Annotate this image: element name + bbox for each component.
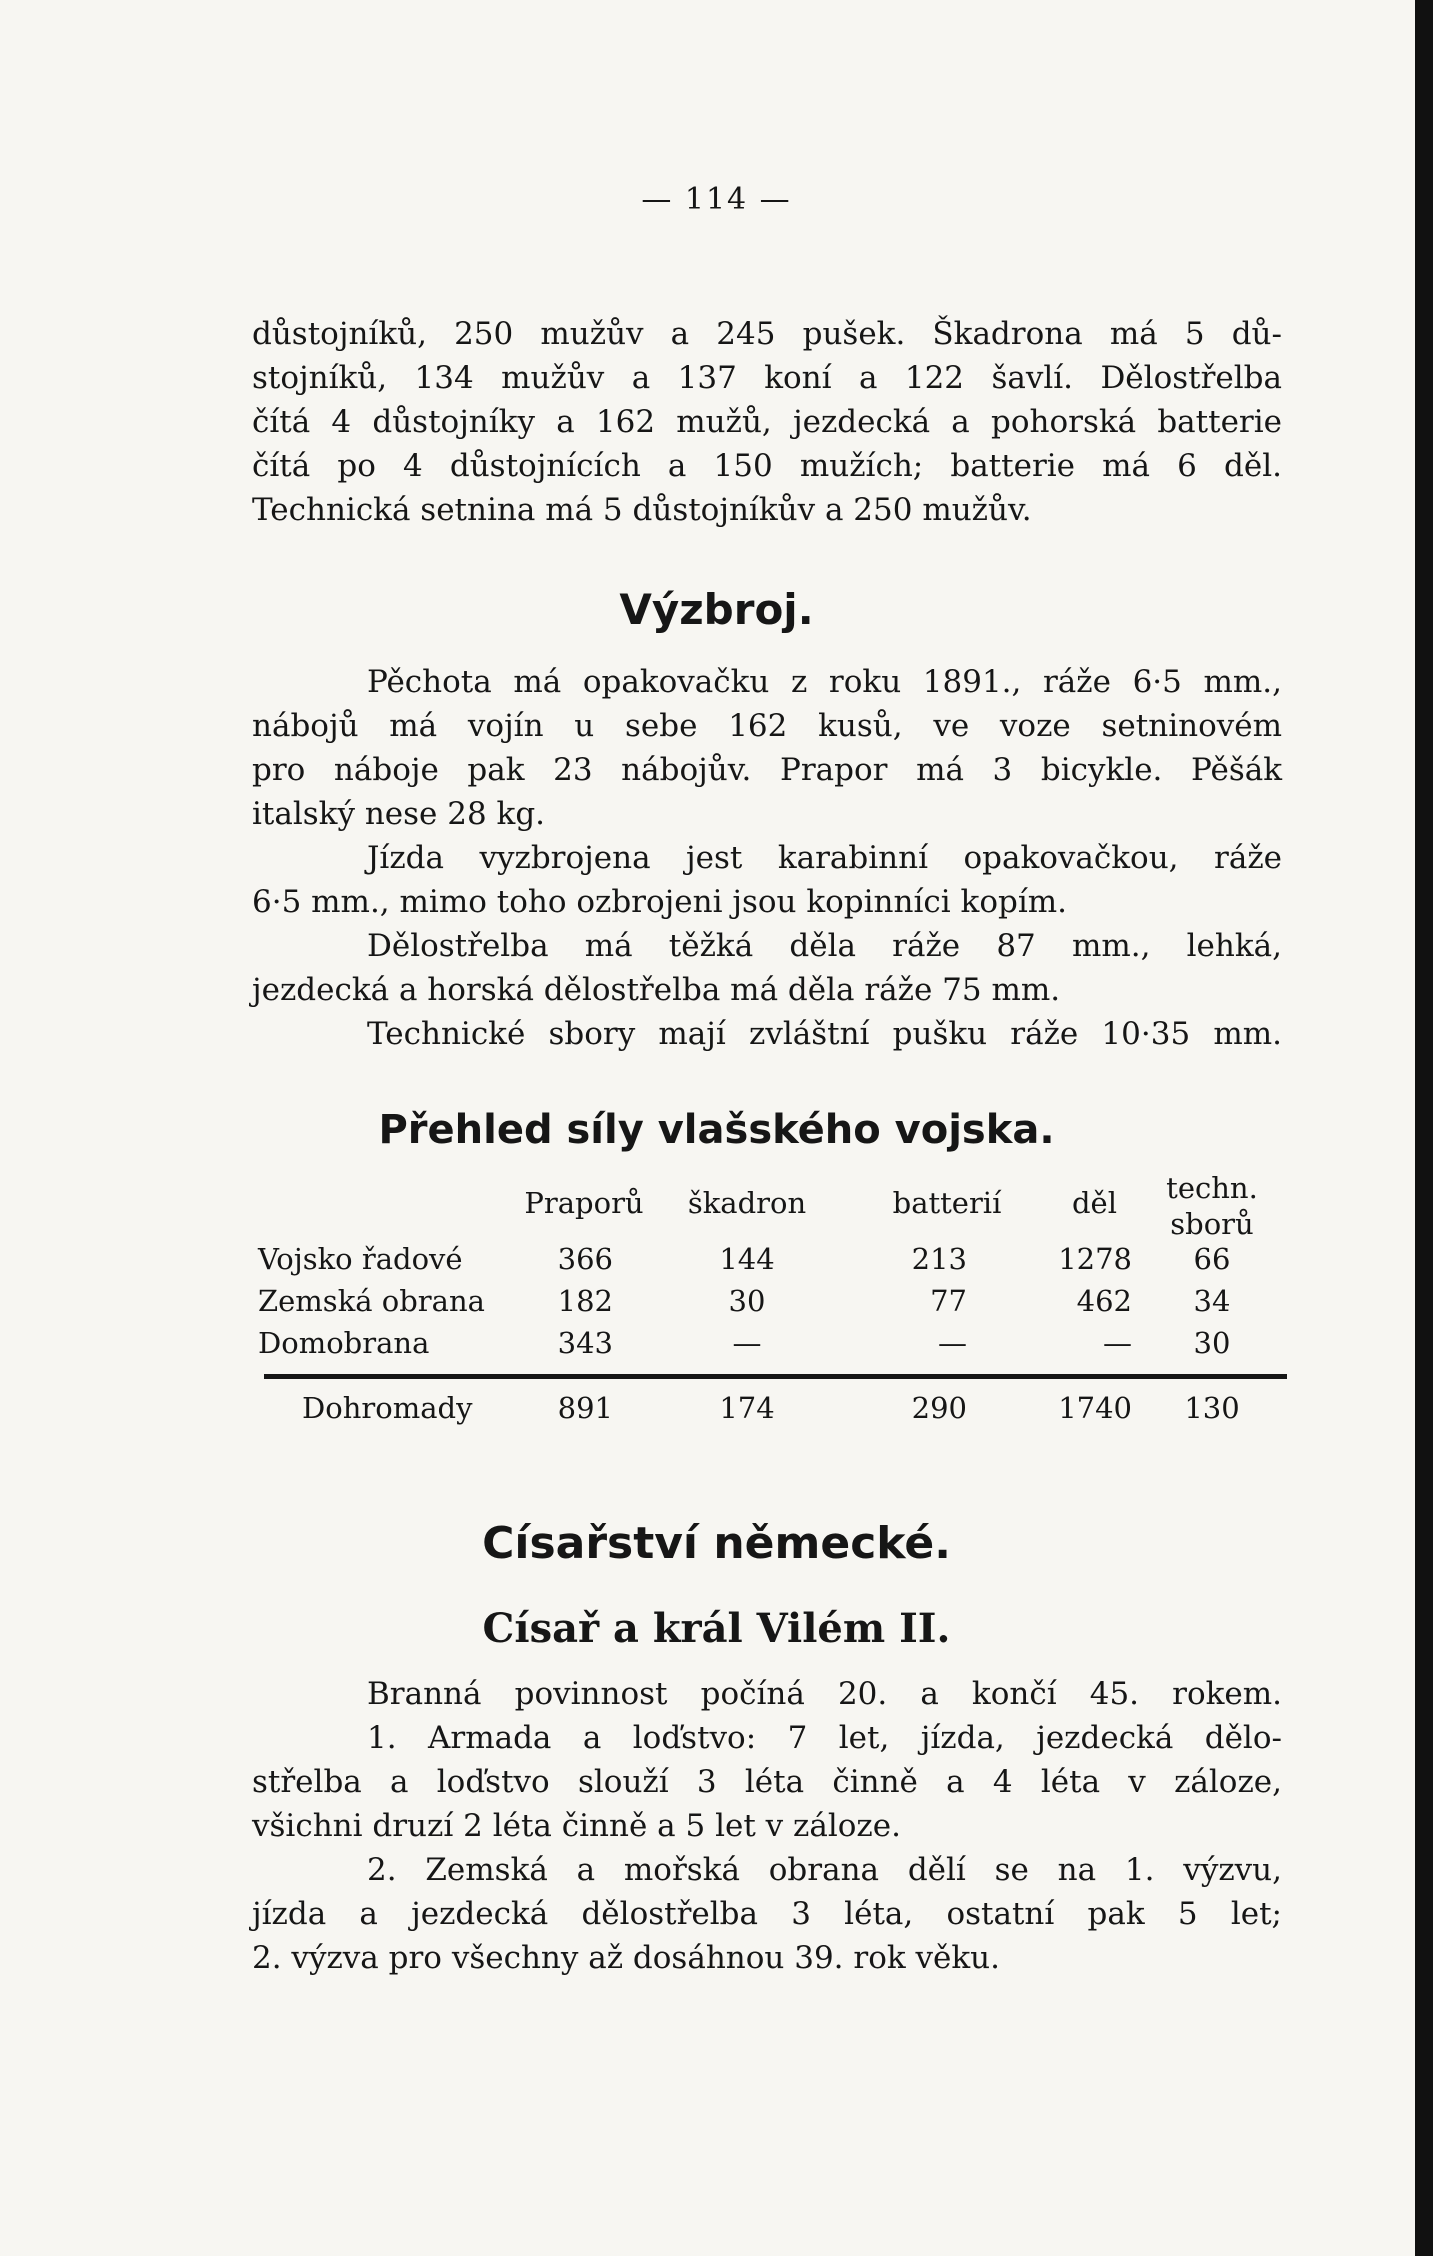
column-header bbox=[1152, 1170, 1272, 1242]
table-cell: — bbox=[938, 1326, 967, 1360]
text-line: střelba a loďstvo slouží 3 léta činně a 4 léta v záloze, bbox=[252, 1764, 1282, 1800]
text-line: čítá 4 důstojníky a 162 mužů, jezdecká a pohorská batterie bbox=[252, 404, 1282, 440]
table-cell: 213 bbox=[911, 1242, 967, 1276]
table-cell: 1740 bbox=[1058, 1391, 1132, 1425]
column-header: batterií bbox=[892, 1186, 1002, 1220]
cisarstvi-paragraph bbox=[252, 1672, 1282, 1980]
text-line: 6·5 mm., mimo toho ozbrojeni jsou kopinníci kopím. bbox=[252, 884, 1067, 920]
table-cell: 1278 bbox=[1058, 1242, 1132, 1276]
row-label: Dohromady bbox=[302, 1391, 473, 1425]
text-line: stojníků, 134 mužův a 137 koní a 122 šavlí. Dělostřelba bbox=[252, 360, 1282, 396]
column-header-line: techn. bbox=[1166, 1171, 1258, 1205]
table-cell: 34 bbox=[1193, 1284, 1231, 1318]
cisarstvi-subheading: Císař a král Vilém II. bbox=[482, 1605, 951, 1652]
text-line: 2. Zemská a mořská obrana dělí se na 1. výzvu, bbox=[367, 1852, 1282, 1888]
table-header bbox=[252, 1170, 1287, 1242]
forces-table bbox=[252, 1170, 1287, 1433]
table-row bbox=[252, 1326, 1287, 1368]
table-cell: — bbox=[732, 1326, 762, 1360]
table-cell: 130 bbox=[1184, 1391, 1240, 1425]
page-number: — 114 — bbox=[641, 182, 792, 217]
vyzbroj-heading: Výzbroj. bbox=[619, 585, 814, 634]
row-label: Zemská obrana bbox=[258, 1284, 485, 1318]
table-cell: 891 bbox=[557, 1391, 613, 1425]
row-label: Vojsko řadové bbox=[258, 1242, 463, 1276]
column-header: děl bbox=[1071, 1186, 1117, 1220]
table-cell: 144 bbox=[719, 1242, 775, 1276]
table-row bbox=[252, 1242, 1287, 1284]
text-line: nábojů má vojín u sebe 162 kusů, ve voze setninovém bbox=[252, 708, 1282, 744]
text-line: Technické sbory mají zvláštní pušku ráže 10·35 mm. bbox=[367, 1016, 1282, 1052]
column-header: škadron bbox=[687, 1186, 807, 1220]
text-line: čítá po 4 důstojnících a 150 mužích; batterie má 6 děl. bbox=[252, 448, 1282, 484]
table-cell: 77 bbox=[930, 1284, 967, 1318]
column-header: Praporů bbox=[524, 1186, 644, 1220]
table-cell: 290 bbox=[911, 1391, 967, 1425]
vyzbroj-paragraph bbox=[252, 660, 1282, 1056]
text-line: Technická setnina má 5 důstojníkův a 250 mužův. bbox=[252, 492, 1032, 528]
text-line: 2. výzva pro všechny až dosáhnou 39. rok věku. bbox=[252, 1940, 1000, 1976]
text-line: italský nese 28 kg. bbox=[252, 796, 546, 832]
table-cell: 343 bbox=[557, 1326, 613, 1360]
text-line: Dělostřelba má těžká děla ráže 87 mm., lehká, bbox=[367, 928, 1282, 964]
text-line: důstojníků, 250 mužův a 245 pušek. Škadrona má 5 dů- bbox=[252, 316, 1282, 352]
table-cell: 30 bbox=[728, 1284, 766, 1318]
table-cell: — bbox=[1103, 1326, 1132, 1360]
table-cell: 30 bbox=[1193, 1326, 1231, 1360]
text-line: jezdecká a horská dělostřelba má děla ráže 75 mm. bbox=[252, 972, 1061, 1008]
prehled-heading: Přehled síly vlašského vojska. bbox=[378, 1107, 1055, 1153]
table-cell: 182 bbox=[557, 1284, 613, 1318]
text-line: 1. Armada a loďstvo: 7 let, jízda, jezdecká dělo- bbox=[367, 1720, 1282, 1756]
table-cell: 174 bbox=[719, 1391, 775, 1425]
text-line: pro náboje pak 23 nábojův. Prapor má 3 bicykle. Pěšák bbox=[252, 752, 1282, 788]
text-line: Jízda vyzbrojena jest karabinní opakovačkou, ráže bbox=[367, 840, 1282, 876]
cisarstvi-heading: Císařství německé. bbox=[482, 1518, 951, 1569]
text-line: jízda a jezdecká dělostřelba 3 léta, ostatní pak 5 let; bbox=[252, 1896, 1282, 1932]
text-line: Pěchota má opakovačku z roku 1891., ráže 6·5 mm., bbox=[367, 664, 1282, 700]
column-header-line: sborů bbox=[1170, 1207, 1254, 1241]
intro-paragraph bbox=[252, 312, 1282, 532]
text-line: Branná povinnost počíná 20. a končí 45. rokem. bbox=[367, 1676, 1282, 1712]
table-cell: 462 bbox=[1076, 1284, 1132, 1318]
table-total-rule bbox=[264, 1374, 1287, 1379]
table-cell: 66 bbox=[1193, 1242, 1231, 1276]
text-line: všichni druzí 2 léta činně a 5 let v záloze. bbox=[252, 1808, 901, 1844]
table-row bbox=[252, 1284, 1287, 1326]
row-label: Domobrana bbox=[258, 1326, 430, 1360]
table-total-row bbox=[252, 1391, 1287, 1433]
table-cell: 366 bbox=[557, 1242, 613, 1276]
